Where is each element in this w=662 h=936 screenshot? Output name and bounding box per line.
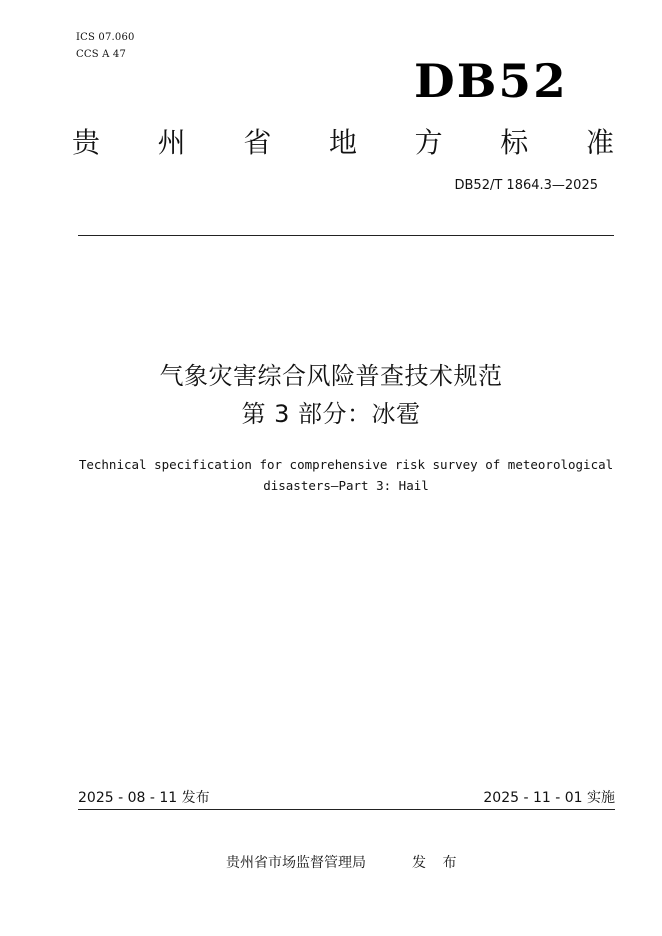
title-english-line-1: Technical specification for comprehensive risk survey of meteorological [78,457,614,472]
title-chinese-main: 气象灾害综合风险普查技术规范 [159,362,503,390]
publish-label: 发 布 [412,855,463,871]
header-divider [78,235,614,236]
standard-number: DB52/T 1864.3—2025 [454,178,598,193]
standard-type-heading [72,126,614,160]
standard-type-char: 准 [585,126,614,159]
db52-logo: DB52 [414,54,568,108]
issue-date: 2025 - 08 - 11 发布 [78,790,210,806]
title-english-line-2: disasters—Part 3: Hail [263,478,429,493]
title-chinese-part: 第 3 部分：冰雹 [241,400,421,428]
standard-type-char: 地 [328,126,357,159]
standard-type-char: 标 [500,126,529,159]
footer-divider [78,809,615,810]
standard-type-char: 方 [414,126,443,159]
standard-type-char: 省 [243,126,272,159]
ics-code: ICS 07.060 [76,32,135,43]
implementation-date: 2025 - 11 - 01 实施 [483,790,615,806]
ccs-code: CCS A 47 [76,49,127,60]
standard-type-char: 贵 [72,126,101,159]
publisher-name: 贵州省市场监督管理局 [226,855,366,871]
standard-type-char: 州 [157,126,186,159]
